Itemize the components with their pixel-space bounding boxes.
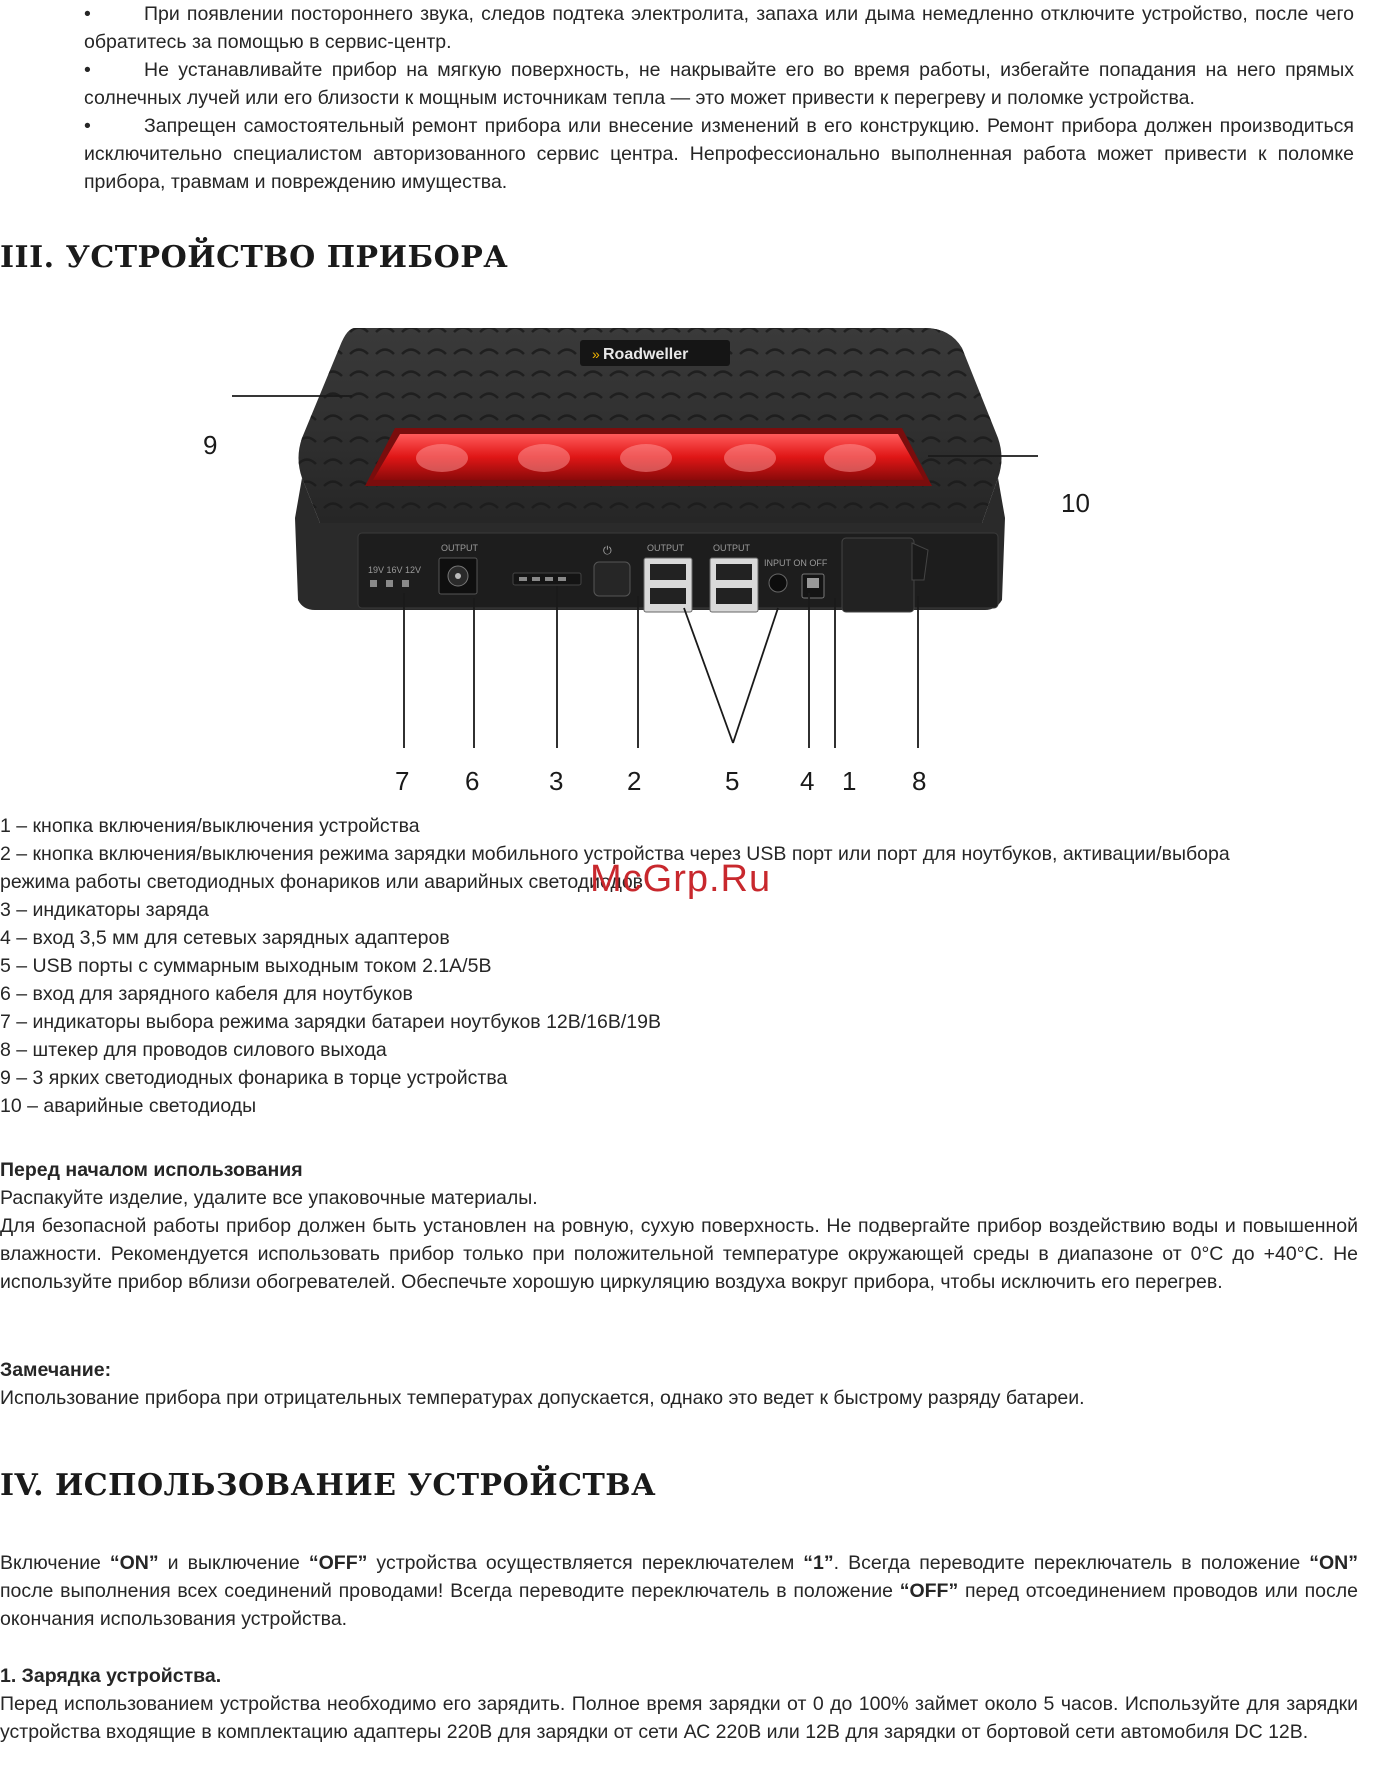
callout-6: 6 <box>465 766 480 796</box>
callout-10: 10 <box>1061 488 1090 518</box>
legend-item: 9 – 3 ярких светодиодных фонарика в торце устройства <box>0 1067 508 1089</box>
legend-item: 1 – кнопка включения/выключения устройства <box>0 815 420 837</box>
output-label: OUTPUT <box>441 543 478 553</box>
note-heading: Замечание: <box>0 1359 112 1381</box>
callout-3: 3 <box>549 766 564 796</box>
watermark: McGrp.Ru <box>590 858 772 900</box>
section-4-title: IV. ИСПОЛЬЗОВАНИЕ УСТРОЙСТВА <box>0 1468 657 1503</box>
legend-item: 3 – индикаторы заряда <box>0 899 209 921</box>
usage-switch-1: “1” <box>803 1552 834 1574</box>
bullet-item <box>84 0 1354 56</box>
usage-text: Включение <box>0 1552 110 1574</box>
bullet-text: Запрещен самостоятельный ремонт прибора или внесение изменений в его конструкцию. Ремонт прибора должен производиться исключительно специалистом авторизованного сервис центра. Непрофессионально выполненная работа может привести к поломке прибора, травмам и повреждению имущества. <box>84 115 1354 193</box>
charging-text: Перед использованием устройства необходимо его зарядить. Полное время зарядки от 0 до 100% займет около 5 часов. Используйте для зарядки устройства входящие в комплектацию адаптеры 220В для зарядки от сети АС 220В или 12В для зарядки от бортовой сети автомобиля DC 12В. <box>0 1693 1358 1743</box>
legend-item: режима работы светодиодных фонариков или аварийных светодиодов <box>0 871 644 893</box>
legend-item: 6 – вход для зарядного кабеля для ноутбуков <box>0 983 413 1005</box>
callout-2: 2 <box>627 766 642 796</box>
bullet-dot: • <box>84 59 91 81</box>
dc-input-jack <box>769 574 787 592</box>
usage-paragraph <box>0 1549 1358 1633</box>
section-3-title: III. УСТРОЙСТВО ПРИБОРА <box>0 240 509 275</box>
legend-item: 5 – USB порты с суммарным выходным током 2.1А/5В <box>0 955 492 977</box>
before-use-section <box>0 1156 1358 1296</box>
callout-7: 7 <box>395 766 410 796</box>
legend-item: 10 – аварийные светодиоды <box>0 1095 257 1117</box>
power-icon: ⏻ <box>603 544 612 557</box>
callout-8: 8 <box>912 766 927 796</box>
bullet-text: Не устанавливайте прибор на мягкую поверхность, не накрывайте его во время работы, избегайте попадания на него прямых солнечных лучей или его близости к мощным источникам тепла — это может привести к перегреву и поломке устройства. <box>84 59 1354 109</box>
mode-led-19v <box>370 580 377 587</box>
callout-1: 1 <box>842 766 857 796</box>
bullet-item <box>84 112 1354 196</box>
input-label: INPUT ON OFF <box>764 558 828 568</box>
usb2-label: OUTPUT <box>713 543 750 553</box>
callout-4: 4 <box>800 766 815 796</box>
mode-button <box>594 562 630 596</box>
note-section <box>0 1356 1358 1412</box>
legend-item: 7 – индикаторы выбора режима зарядки батареи ноутбуков 12В/16В/19В <box>0 1011 661 1033</box>
usage-text: . Всегда переводите переключатель в положение <box>833 1552 1310 1574</box>
callout-5: 5 <box>725 766 740 796</box>
brand-chevrons-icon: » <box>592 346 600 362</box>
device-illustration <box>190 318 1140 798</box>
legend-item: 2 – кнопка включения/выключения режима зарядки мобильного устройства через USB порт или порт для ноутбуков, активации/выбора <box>0 843 1230 865</box>
usage-off: “OFF” <box>899 1580 959 1602</box>
usage-on: “ON” <box>109 1552 159 1574</box>
usb1-label: OUTPUT <box>647 543 684 553</box>
note-text: Использование прибора при отрицательных температурах допускается, однако это ведет к быстрому разряду батареи. <box>0 1387 1085 1409</box>
usage-text: перед отсоединением проводов или после окончания использования устройства. <box>0 1580 1359 1630</box>
mode-led-12v <box>402 580 409 587</box>
bullet-dot: • <box>84 3 91 25</box>
before-use-heading: Перед началом использования <box>0 1159 303 1181</box>
usage-text: и выключение <box>158 1552 309 1574</box>
callout-9: 9 <box>203 430 218 460</box>
before-use-p1: Распакуйте изделие, удалите все упаковочные материалы. <box>0 1187 538 1209</box>
usage-text: устройства осуществляется переключателем <box>367 1552 804 1574</box>
power-output-socket <box>842 538 914 612</box>
bullet-text: При появлении постороннего звука, следов подтека электролита, запаха или дыма немедленно отключите устройство, после чего обратитесь за помощью в сервис-центр. <box>84 3 1354 53</box>
brand-text: Roadweller <box>603 346 689 363</box>
bullet-dot: • <box>84 115 91 137</box>
legend-item: 4 – вход 3,5 мм для сетевых зарядных адаптеров <box>0 927 450 949</box>
before-use-p2: Для безопасной работы прибор должен быть установлен на ровную, сухую поверхность. Не подвергайте прибор воздействию воды и повышенной влажности. Рекомендуется использовать прибор только при положительной температуре окружающей среды в диапазоне от 0°С до +40°С. Не используйте прибор вблизи обогревателей. Обеспечьте хорошую циркуляцию воздуха вокруг прибора, чтобы исключить его перегрев. <box>0 1215 1358 1293</box>
usage-on: “ON” <box>1309 1552 1358 1574</box>
charging-section <box>0 1662 1358 1746</box>
charging-heading: 1. Зарядка устройства. <box>0 1665 222 1687</box>
device-figure <box>190 318 1140 798</box>
mode-labels: 19V 16V 12V <box>368 565 422 575</box>
bullet-item <box>84 56 1354 112</box>
legend-item: 8 – штекер для проводов силового выхода <box>0 1039 387 1061</box>
mode-led-16v <box>386 580 393 587</box>
usage-off: “OFF” <box>308 1552 368 1574</box>
usage-text: после выполнения всех соединений проводами! Всегда переводите переключатель в положение <box>0 1580 900 1602</box>
